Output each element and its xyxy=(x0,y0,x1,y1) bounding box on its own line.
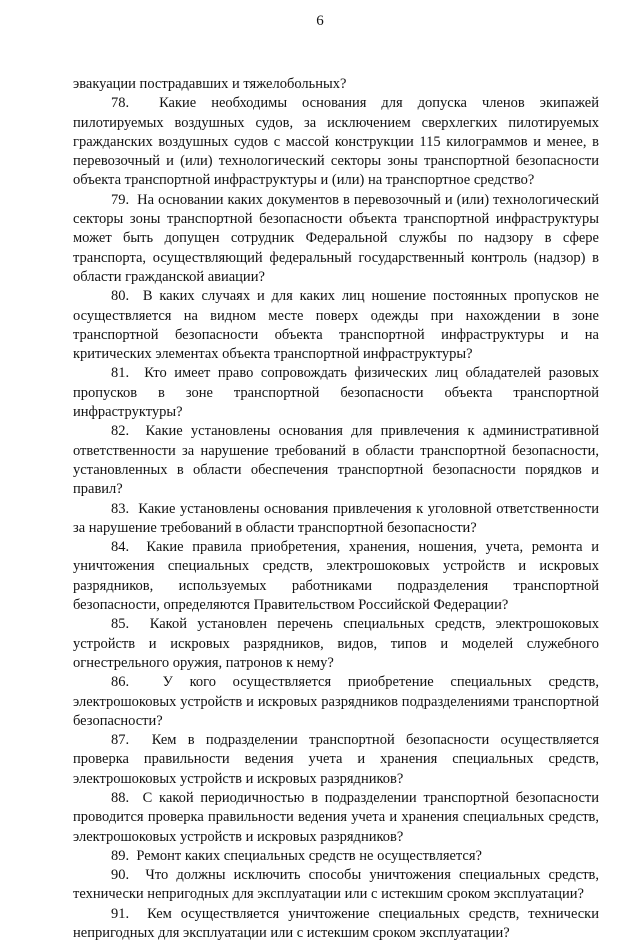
question-90: 90. Что должны исключить способы уничтожения специальных средств, технически непригодных для эксплуатации или с истекшим сроком эксплуатации? xyxy=(73,867,599,903)
question-81: 81. Кто имеет право сопровождать физических лиц обладателей разовых пропусков в зоне транспортной безопасности объекта транспортной инфраструктуры? xyxy=(73,365,599,421)
question-83: 83. Какие установлены основания привлечения к уголовной ответственности за нарушение требований в области транспортной безопасности? xyxy=(73,500,599,536)
question-88: 88. С какой периодичностью в подразделении транспортной безопасности проводится проверка правильности ведения учета и хранения специальных средств, электрошоковых устройств и искровых разрядников? xyxy=(73,789,599,845)
document-body xyxy=(73,75,599,943)
question-79: 79. На основании каких документов в перевозочный и (или) технологический секторы зоны транспортной безопасности объекта транспортной инфраструктуры может быть допущен сотрудник Федеральной службы по надзору в сфере транспорта, осуществляющий федеральный государственный контроль (надзор) в области гражданской авиации? xyxy=(73,191,599,285)
page-number: 6 xyxy=(316,13,324,29)
question-87: 87. Кем в подразделении транспортной безопасности осуществляется проверка правильности ведения учета и хранения специальных средств, электрошоковых устройств и искровых разрядников? xyxy=(73,732,599,787)
question-91: 91. Кем осуществляется уничтожение специальных средств, технически непригодных для эксплуатации или с истекшим сроком эксплуатации? xyxy=(73,905,599,942)
question-89: 89. Ремонт каких специальных средств не осуществляется? xyxy=(111,847,482,864)
question-84: 84. Какие правила приобретения, хранения, ношения, учета, ремонта и уничтожения специальных средств, электрошоковых устройств и искровых разрядников, используемых работниками подразделения транспортной безопасности, определяются Правительством Российской Федерации? xyxy=(73,539,599,614)
question-82: 82. Какие установлены основания для привлечения к административной ответственности за нарушение требований в области транспортной безопасности, установленных в области обеспечения транспортной безопасности порядков и правил? xyxy=(73,423,599,498)
question-78: 78. Какие необходимы основания для допуска членов экипажей пилотируемых воздушных судов, за исключением сверхлегких пилотируемых гражданских воздушных судов с массой конструкции 115 килограммов и менее, в перевозочный и (или) технологический секторы зоны транспортной безопасности объекта транспортной инфраструктуры и (или) на транспортное средство? xyxy=(73,95,599,189)
question-86: 86. У кого осуществляется приобретение специальных средств, электрошоковых устройств и искровых разрядников подразделениями транспортной безопасности? xyxy=(73,674,599,729)
paragraph-continuation: эвакуации пострадавших и тяжелобольных? xyxy=(73,76,347,92)
question-85: 85. Какой установлен перечень специальных средств, электрошоковых устройств и искровых разрядников, видов, типов и моделей служебного огнестрельного оружия, патронов к нему? xyxy=(73,616,599,671)
question-80: 80. В каких случаях и для каких лиц ношение постоянных пропусков не осуществляется на видном месте поверх одежды при нахождении в зоне транспортной безопасности объекта транспортной инфраструктуры и на критических элементах объекта транспортной инфраструктуры? xyxy=(73,288,599,363)
